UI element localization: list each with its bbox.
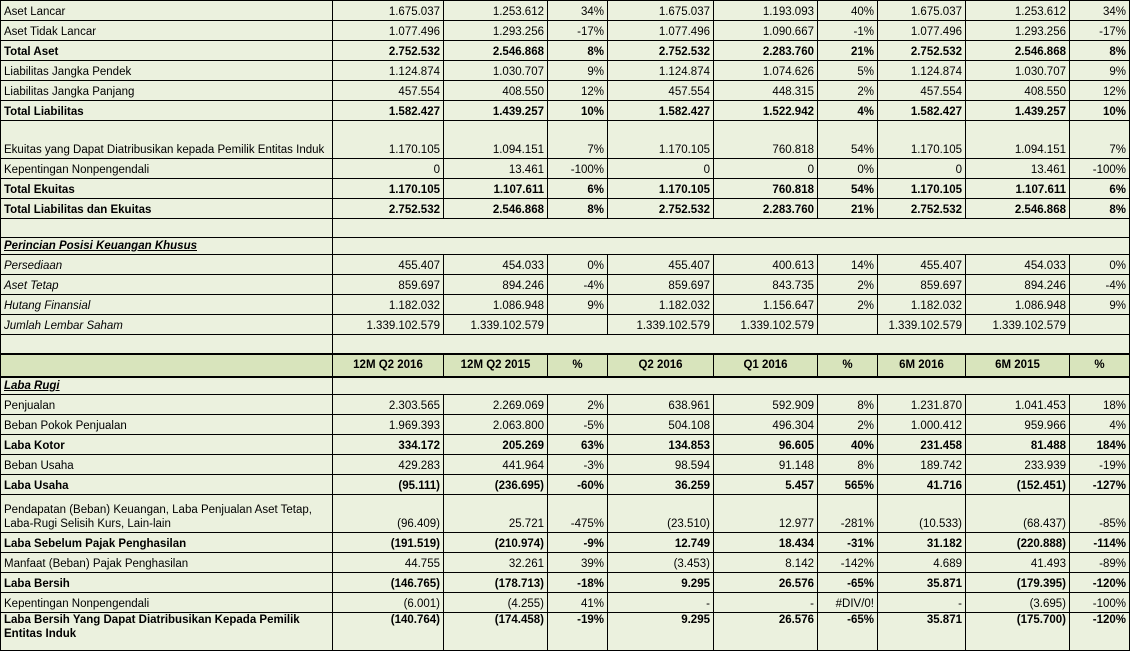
table-row xyxy=(1,61,1130,81)
cell-value[interactable]: 455.407 xyxy=(333,255,444,275)
cell-percent[interactable]: 7% xyxy=(1070,121,1130,159)
cell-percent[interactable]: -31% xyxy=(818,533,878,553)
cell-value[interactable]: 1.582.427 xyxy=(608,101,714,121)
cell-value[interactable]: 2.752.532 xyxy=(333,41,444,61)
cell-percent[interactable]: 41% xyxy=(548,593,608,613)
cell-percent[interactable]: 8% xyxy=(548,199,608,219)
cell-percent[interactable]: -5% xyxy=(548,415,608,435)
cell-value[interactable]: 1.030.707 xyxy=(966,61,1070,81)
cell-percent[interactable]: -65% xyxy=(818,573,878,593)
cell-value[interactable]: 2.303.565 xyxy=(333,395,444,415)
cell-value[interactable]: 205.269 xyxy=(444,435,548,455)
cell-percent[interactable]: 8% xyxy=(818,455,878,475)
table-row xyxy=(1,101,1130,121)
cell-value[interactable]: 1.124.874 xyxy=(878,61,966,81)
cell-percent[interactable] xyxy=(1070,315,1130,335)
cell-percent[interactable]: 54% xyxy=(818,179,878,199)
cell-value[interactable]: 26.576 xyxy=(714,613,818,651)
cell-value[interactable]: 959.966 xyxy=(966,415,1070,435)
spacer-cell[interactable] xyxy=(333,219,1130,238)
table-row xyxy=(1,219,1130,238)
cell-percent[interactable]: 4% xyxy=(818,101,878,121)
cell-percent[interactable]: 6% xyxy=(548,179,608,199)
table-row xyxy=(1,159,1130,179)
cell-value[interactable]: 9.295 xyxy=(608,573,714,593)
cell-value[interactable]: 12.977 xyxy=(714,495,818,533)
cell-value[interactable]: 1.090.667 xyxy=(714,21,818,41)
cell-percent[interactable]: -120% xyxy=(1070,613,1130,651)
cell-value[interactable]: 1.086.948 xyxy=(444,295,548,315)
cell-percent[interactable]: 8% xyxy=(818,395,878,415)
cell-value[interactable]: 1.675.037 xyxy=(878,1,966,21)
cell-value[interactable]: 1.969.393 xyxy=(333,415,444,435)
cell-value[interactable]: (3.695) xyxy=(966,593,1070,613)
cell-value[interactable]: 1.339.102.579 xyxy=(966,315,1070,335)
cell-value[interactable]: (210.974) xyxy=(444,533,548,553)
row-label[interactable]: Aset Lancar xyxy=(1,1,333,21)
row-label[interactable]: Ekuitas yang Dapat Diatribusikan kepada Pemilik Entitas Induk xyxy=(1,121,333,159)
table-row xyxy=(1,377,1130,395)
cell-value[interactable]: 1.339.102.579 xyxy=(714,315,818,335)
cell-percent[interactable]: 2% xyxy=(818,81,878,101)
cell-percent[interactable]: -18% xyxy=(548,573,608,593)
column-header[interactable]: 12M Q2 2016 xyxy=(333,354,444,377)
table-body xyxy=(1,1,1130,651)
cell-value[interactable]: - xyxy=(714,593,818,613)
cell-value[interactable]: 1.124.874 xyxy=(333,61,444,81)
cell-value[interactable]: 1.170.105 xyxy=(333,121,444,159)
cell-value[interactable]: (10.533) xyxy=(878,495,966,533)
cell-value[interactable]: 1.253.612 xyxy=(966,1,1070,21)
cell-value[interactable]: 592.909 xyxy=(714,395,818,415)
table-row xyxy=(1,1,1130,21)
cell-value[interactable]: 2.283.760 xyxy=(714,41,818,61)
cell-value[interactable]: 1.170.105 xyxy=(608,179,714,199)
cell-percent[interactable]: 8% xyxy=(548,41,608,61)
cell-percent[interactable]: 4% xyxy=(1070,415,1130,435)
column-header[interactable]: Q2 2016 xyxy=(608,354,714,377)
cell-value[interactable]: 760.818 xyxy=(714,179,818,199)
cell-value[interactable]: 760.818 xyxy=(714,121,818,159)
cell-percent[interactable]: -60% xyxy=(548,475,608,495)
cell-percent[interactable]: 54% xyxy=(818,121,878,159)
table-row xyxy=(1,533,1130,553)
row-label[interactable]: Laba Bersih xyxy=(1,573,333,593)
cell-percent[interactable]: 6% xyxy=(1070,179,1130,199)
cell-value[interactable]: (146.765) xyxy=(333,573,444,593)
table-row xyxy=(1,553,1130,573)
row-label[interactable]: Aset Tetap xyxy=(1,275,333,295)
cell-percent[interactable]: -19% xyxy=(1070,455,1130,475)
cell-percent[interactable]: 7% xyxy=(548,121,608,159)
cell-value[interactable]: 35.871 xyxy=(878,573,966,593)
cell-percent[interactable]: -127% xyxy=(1070,475,1130,495)
cell-value[interactable]: 1.439.257 xyxy=(444,101,548,121)
row-label[interactable]: Beban Usaha xyxy=(1,455,333,475)
cell-value[interactable]: 1.094.151 xyxy=(966,121,1070,159)
cell-value[interactable]: (23.510) xyxy=(608,495,714,533)
cell-percent[interactable]: -17% xyxy=(1070,21,1130,41)
table-row xyxy=(1,613,1130,651)
row-label[interactable]: Kepentingan Nonpengendali xyxy=(1,593,333,613)
cell-value[interactable]: (96.409) xyxy=(333,495,444,533)
cell-value[interactable]: 4.689 xyxy=(878,553,966,573)
cell-value[interactable]: 26.576 xyxy=(714,573,818,593)
row-label[interactable]: Total Liabilitas xyxy=(1,101,333,121)
cell-value[interactable]: 2.546.868 xyxy=(444,41,548,61)
cell-value[interactable]: (152.451) xyxy=(966,475,1070,495)
row-label[interactable]: Aset Tidak Lancar xyxy=(1,21,333,41)
column-header[interactable] xyxy=(1,354,333,377)
cell-percent[interactable]: -89% xyxy=(1070,553,1130,573)
cell-value[interactable]: 2.752.532 xyxy=(608,199,714,219)
column-header[interactable]: 12M Q2 2015 xyxy=(444,354,548,377)
cell-value[interactable]: 1.193.093 xyxy=(714,1,818,21)
cell-value[interactable]: 638.961 xyxy=(608,395,714,415)
cell-percent[interactable]: 2% xyxy=(818,275,878,295)
cell-percent[interactable] xyxy=(818,315,878,335)
cell-percent[interactable]: -475% xyxy=(548,495,608,533)
section-title[interactable]: Laba Rugi xyxy=(1,377,333,395)
cell-value[interactable]: (174.458) xyxy=(444,613,548,651)
cell-value[interactable]: 96.605 xyxy=(714,435,818,455)
column-header[interactable]: Q1 2016 xyxy=(714,354,818,377)
cell-value[interactable]: 0 xyxy=(333,159,444,179)
cell-value[interactable]: 455.407 xyxy=(608,255,714,275)
cell-value[interactable]: 32.261 xyxy=(444,553,548,573)
cell-value[interactable]: 1.439.257 xyxy=(966,101,1070,121)
cell-value[interactable]: 1.086.948 xyxy=(966,295,1070,315)
cell-value[interactable]: 2.546.868 xyxy=(966,199,1070,219)
cell-value[interactable]: 1.124.874 xyxy=(608,61,714,81)
column-header[interactable]: % xyxy=(1070,354,1130,377)
cell-value[interactable]: 504.108 xyxy=(608,415,714,435)
table-row xyxy=(1,81,1130,101)
cell-value[interactable]: 1.170.105 xyxy=(333,179,444,199)
row-label[interactable]: Pendapatan (Beban) Keuangan, Laba Penjualan Aset Tetap, Laba-Rugi Selisih Kurs, Lain-lain xyxy=(1,495,333,533)
cell-value[interactable]: 1.170.105 xyxy=(608,121,714,159)
cell-value[interactable]: 454.033 xyxy=(444,255,548,275)
cell-value[interactable]: 189.742 xyxy=(878,455,966,475)
cell-percent[interactable]: -114% xyxy=(1070,533,1130,553)
table-row xyxy=(1,455,1130,475)
cell-value[interactable]: 18.434 xyxy=(714,533,818,553)
cell-percent[interactable]: 184% xyxy=(1070,435,1130,455)
cell-value[interactable]: 1.293.256 xyxy=(444,21,548,41)
cell-value[interactable]: 1.030.707 xyxy=(444,61,548,81)
cell-value[interactable]: 1.582.427 xyxy=(878,101,966,121)
cell-value[interactable]: 1.522.942 xyxy=(714,101,818,121)
table-row xyxy=(1,435,1130,455)
cell-percent[interactable]: -100% xyxy=(1070,159,1130,179)
cell-value[interactable]: 0 xyxy=(714,159,818,179)
cell-value[interactable]: 9.295 xyxy=(608,613,714,651)
row-label[interactable]: Laba Kotor xyxy=(1,435,333,455)
cell-percent[interactable]: 9% xyxy=(1070,61,1130,81)
cell-percent[interactable]: -65% xyxy=(818,613,878,651)
cell-value[interactable]: 894.246 xyxy=(966,275,1070,295)
cell-percent[interactable]: 8% xyxy=(1070,41,1130,61)
cell-percent[interactable]: -100% xyxy=(548,159,608,179)
cell-value[interactable]: 408.550 xyxy=(444,81,548,101)
cell-percent[interactable]: 14% xyxy=(818,255,878,275)
column-header[interactable]: 6M 2015 xyxy=(966,354,1070,377)
cell-percent[interactable]: 9% xyxy=(548,295,608,315)
table-row xyxy=(1,395,1130,415)
row-label[interactable]: Laba Usaha xyxy=(1,475,333,495)
spacer-cell[interactable] xyxy=(333,238,1130,255)
table-row xyxy=(1,415,1130,435)
row-label[interactable]: Laba Sebelum Pajak Penghasilan xyxy=(1,533,333,553)
cell-value[interactable]: 2.752.532 xyxy=(608,41,714,61)
cell-percent[interactable]: 2% xyxy=(548,395,608,415)
cell-value[interactable]: 44.755 xyxy=(333,553,444,573)
cell-value[interactable]: 8.142 xyxy=(714,553,818,573)
cell-value[interactable]: 454.033 xyxy=(966,255,1070,275)
cell-value[interactable]: 36.259 xyxy=(608,475,714,495)
cell-value[interactable]: 457.554 xyxy=(608,81,714,101)
cell-percent[interactable]: 21% xyxy=(818,41,878,61)
cell-value[interactable]: 1.182.032 xyxy=(878,295,966,315)
cell-value[interactable]: 2.752.532 xyxy=(333,199,444,219)
cell-value[interactable]: 2.752.532 xyxy=(878,41,966,61)
cell-value[interactable]: 0 xyxy=(878,159,966,179)
cell-value[interactable]: (140.764) xyxy=(333,613,444,651)
row-label[interactable]: Beban Pokok Penjualan xyxy=(1,415,333,435)
table-row xyxy=(1,573,1130,593)
cell-value[interactable]: 1.339.102.579 xyxy=(333,315,444,335)
cell-value[interactable]: (3.453) xyxy=(608,553,714,573)
cell-value[interactable]: 334.172 xyxy=(333,435,444,455)
row-label[interactable]: Total Ekuitas xyxy=(1,179,333,199)
cell-value[interactable]: (4.255) xyxy=(444,593,548,613)
cell-value[interactable]: 233.939 xyxy=(966,455,1070,475)
row-label[interactable]: Total Aset xyxy=(1,41,333,61)
cell-value[interactable]: 859.697 xyxy=(608,275,714,295)
cell-value[interactable]: 1.000.412 xyxy=(878,415,966,435)
cell-percent[interactable]: -4% xyxy=(1070,275,1130,295)
cell-value[interactable]: 1.107.611 xyxy=(444,179,548,199)
cell-value[interactable]: 1.156.647 xyxy=(714,295,818,315)
row-label[interactable] xyxy=(1,219,333,238)
cell-value[interactable]: 1.077.496 xyxy=(608,21,714,41)
table-row xyxy=(1,354,1130,377)
cell-value[interactable]: 231.458 xyxy=(878,435,966,455)
cell-percent[interactable]: 18% xyxy=(1070,395,1130,415)
cell-value[interactable]: 1.675.037 xyxy=(608,1,714,21)
cell-value[interactable]: 1.182.032 xyxy=(333,295,444,315)
cell-value[interactable]: 1.107.611 xyxy=(966,179,1070,199)
cell-percent[interactable]: 0% xyxy=(818,159,878,179)
cell-percent[interactable]: 12% xyxy=(1070,81,1130,101)
cell-value[interactable]: 1.339.102.579 xyxy=(878,315,966,335)
cell-percent[interactable]: 565% xyxy=(818,475,878,495)
table-row xyxy=(1,121,1130,159)
cell-value[interactable]: 441.964 xyxy=(444,455,548,475)
cell-percent[interactable]: 5% xyxy=(818,61,878,81)
column-header[interactable]: 6M 2016 xyxy=(878,354,966,377)
cell-value[interactable]: 13.461 xyxy=(966,159,1070,179)
cell-value[interactable]: 448.315 xyxy=(714,81,818,101)
row-label[interactable]: Total Liabilitas dan Ekuitas xyxy=(1,199,333,219)
table-row xyxy=(1,238,1130,255)
table-row xyxy=(1,255,1130,275)
cell-value[interactable]: 2.752.532 xyxy=(878,199,966,219)
cell-value[interactable]: 1.074.626 xyxy=(714,61,818,81)
cell-value[interactable]: 2.546.868 xyxy=(966,41,1070,61)
cell-value[interactable]: 1.077.496 xyxy=(878,21,966,41)
cell-value[interactable]: 25.721 xyxy=(444,495,548,533)
cell-value[interactable]: 13.461 xyxy=(444,159,548,179)
cell-percent[interactable]: -100% xyxy=(1070,593,1130,613)
row-label[interactable]: Kepentingan Nonpengendali xyxy=(1,159,333,179)
cell-percent[interactable]: 0% xyxy=(1070,255,1130,275)
row-label[interactable]: Jumlah Lembar Saham xyxy=(1,315,333,335)
cell-value[interactable]: 2.063.800 xyxy=(444,415,548,435)
cell-percent[interactable]: 40% xyxy=(818,435,878,455)
cell-value[interactable]: 1.582.427 xyxy=(333,101,444,121)
cell-value[interactable]: 859.697 xyxy=(878,275,966,295)
cell-percent[interactable]: -19% xyxy=(548,613,608,651)
row-label[interactable]: Liabilitas Jangka Panjang xyxy=(1,81,333,101)
cell-value[interactable]: 1.041.453 xyxy=(966,395,1070,415)
cell-value[interactable]: 134.853 xyxy=(608,435,714,455)
cell-percent[interactable]: -281% xyxy=(818,495,878,533)
table-row xyxy=(1,475,1130,495)
cell-percent[interactable]: -3% xyxy=(548,455,608,475)
cell-value[interactable]: 1.675.037 xyxy=(333,1,444,21)
cell-value[interactable]: 457.554 xyxy=(333,81,444,101)
cell-value[interactable]: 843.735 xyxy=(714,275,818,295)
cell-value[interactable]: 1.077.496 xyxy=(333,21,444,41)
row-label[interactable]: Persediaan xyxy=(1,255,333,275)
cell-percent[interactable]: -17% xyxy=(548,21,608,41)
column-header[interactable]: % xyxy=(818,354,878,377)
cell-value[interactable]: 2.283.760 xyxy=(714,199,818,219)
table-row xyxy=(1,21,1130,41)
cell-percent[interactable]: 34% xyxy=(1070,1,1130,21)
cell-value[interactable]: 41.493 xyxy=(966,553,1070,573)
cell-percent[interactable]: 34% xyxy=(548,1,608,21)
cell-value[interactable]: 429.283 xyxy=(333,455,444,475)
cell-value[interactable]: (6.001) xyxy=(333,593,444,613)
row-label[interactable]: Penjualan xyxy=(1,395,333,415)
cell-percent[interactable]: 39% xyxy=(548,553,608,573)
row-label[interactable]: Manfaat (Beban) Pajak Penghasilan xyxy=(1,553,333,573)
table-row xyxy=(1,295,1130,315)
table-row xyxy=(1,315,1130,335)
cell-percent[interactable]: 2% xyxy=(818,295,878,315)
spacer-cell[interactable] xyxy=(333,335,1130,355)
cell-value[interactable]: (191.519) xyxy=(333,533,444,553)
cell-percent[interactable]: -142% xyxy=(818,553,878,573)
table-row xyxy=(1,495,1130,533)
table-row xyxy=(1,275,1130,295)
cell-percent[interactable]: 8% xyxy=(1070,199,1130,219)
cell-value[interactable]: 35.871 xyxy=(878,613,966,651)
row-label[interactable]: Hutang Finansial xyxy=(1,295,333,315)
cell-value[interactable]: 1.339.102.579 xyxy=(608,315,714,335)
cell-percent[interactable]: 63% xyxy=(548,435,608,455)
cell-value[interactable]: 98.594 xyxy=(608,455,714,475)
table-row xyxy=(1,335,1130,355)
row-label[interactable] xyxy=(1,335,333,355)
cell-value[interactable]: 1.094.151 xyxy=(444,121,548,159)
cell-value[interactable]: 0 xyxy=(608,159,714,179)
cell-percent[interactable]: #DIV/0! xyxy=(818,593,878,613)
cell-value[interactable]: (236.695) xyxy=(444,475,548,495)
table-row xyxy=(1,41,1130,61)
cell-value[interactable]: (175.700) xyxy=(966,613,1070,651)
cell-percent[interactable]: -120% xyxy=(1070,573,1130,593)
cell-value[interactable]: (179.395) xyxy=(966,573,1070,593)
cell-value[interactable]: (95.111) xyxy=(333,475,444,495)
cell-percent[interactable]: 40% xyxy=(818,1,878,21)
cell-value[interactable]: 400.613 xyxy=(714,255,818,275)
cell-percent[interactable]: -1% xyxy=(818,21,878,41)
cell-value[interactable]: 91.148 xyxy=(714,455,818,475)
cell-value[interactable]: 1.170.105 xyxy=(878,179,966,199)
cell-value[interactable]: 2.269.069 xyxy=(444,395,548,415)
cell-percent[interactable]: 21% xyxy=(818,199,878,219)
cell-value[interactable]: 1.339.102.579 xyxy=(444,315,548,335)
cell-value[interactable]: 496.304 xyxy=(714,415,818,435)
cell-percent[interactable]: 9% xyxy=(548,61,608,81)
cell-percent[interactable]: 9% xyxy=(1070,295,1130,315)
column-header[interactable]: % xyxy=(548,354,608,377)
row-label[interactable]: Laba Bersih Yang Dapat Diatribusikan Kepada Pemilik Entitas Induk xyxy=(1,613,333,651)
cell-value[interactable]: 12.749 xyxy=(608,533,714,553)
cell-percent[interactable]: 2% xyxy=(818,415,878,435)
cell-value[interactable]: 1.231.870 xyxy=(878,395,966,415)
cell-value[interactable]: 41.716 xyxy=(878,475,966,495)
cell-value[interactable]: 1.182.032 xyxy=(608,295,714,315)
cell-percent[interactable]: 0% xyxy=(548,255,608,275)
cell-value[interactable]: - xyxy=(608,593,714,613)
cell-value[interactable]: - xyxy=(878,593,966,613)
section-title[interactable]: Perincian Posisi Keuangan Khusus xyxy=(1,238,333,255)
row-label[interactable]: Liabilitas Jangka Pendek xyxy=(1,61,333,81)
cell-value[interactable]: 2.546.868 xyxy=(444,199,548,219)
cell-value[interactable]: 1.293.256 xyxy=(966,21,1070,41)
table-row xyxy=(1,179,1130,199)
cell-percent[interactable]: -85% xyxy=(1070,495,1130,533)
table-row xyxy=(1,199,1130,219)
cell-value[interactable]: (68.437) xyxy=(966,495,1070,533)
cell-value[interactable]: (220.888) xyxy=(966,533,1070,553)
cell-value[interactable]: 859.697 xyxy=(333,275,444,295)
cell-percent[interactable]: 10% xyxy=(548,101,608,121)
cell-value[interactable]: 81.488 xyxy=(966,435,1070,455)
cell-percent[interactable]: 12% xyxy=(548,81,608,101)
cell-value[interactable]: 1.253.612 xyxy=(444,1,548,21)
cell-value[interactable]: 894.246 xyxy=(444,275,548,295)
cell-value[interactable]: 455.407 xyxy=(878,255,966,275)
cell-value[interactable]: 457.554 xyxy=(878,81,966,101)
cell-value[interactable]: 31.182 xyxy=(878,533,966,553)
cell-value[interactable]: (178.713) xyxy=(444,573,548,593)
cell-value[interactable]: 1.170.105 xyxy=(878,121,966,159)
cell-percent[interactable]: -9% xyxy=(548,533,608,553)
cell-percent[interactable]: 10% xyxy=(1070,101,1130,121)
cell-percent[interactable]: -4% xyxy=(548,275,608,295)
cell-value[interactable]: 5.457 xyxy=(714,475,818,495)
cell-value[interactable]: 408.550 xyxy=(966,81,1070,101)
cell-percent[interactable] xyxy=(548,315,608,335)
spacer-cell[interactable] xyxy=(333,377,1130,395)
